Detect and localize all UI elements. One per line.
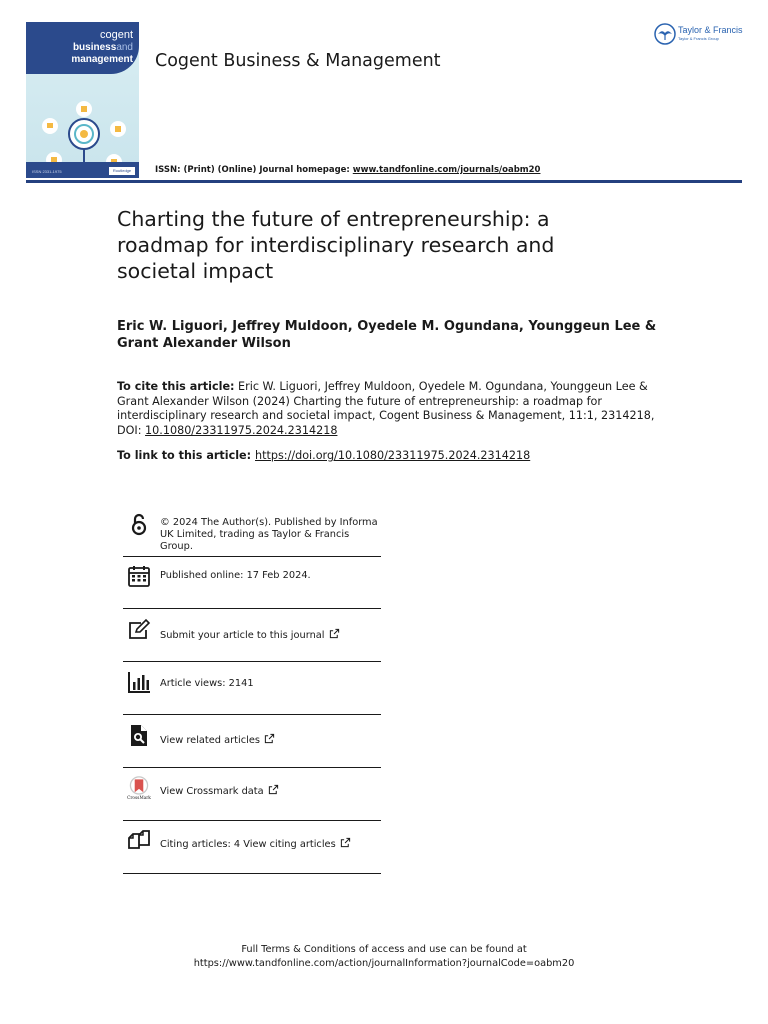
citing-articles-link[interactable]: Citing articles: 4 View citing articles: [160, 837, 351, 851]
taylor-francis-emblem-icon: [654, 23, 676, 45]
journal-title: Cogent Business & Management: [155, 51, 441, 71]
publisher-name: Taylor & Francis: [678, 25, 743, 35]
citing-icon: [127, 829, 151, 853]
cover-issn: ISSN 2331-1975: [32, 169, 62, 174]
terms-line: Full Terms & Conditions of access and use can be found at: [241, 944, 527, 955]
calendar-icon: [127, 564, 151, 588]
published-row: [123, 557, 381, 609]
article-info-list: [123, 500, 381, 874]
journal-cover-image: [26, 22, 139, 178]
link-label: To link to this article:: [117, 449, 255, 462]
terms-footer: [0, 943, 768, 971]
cover-title-line3: management: [71, 54, 133, 65]
terms-url[interactable]: https://www.tandfonline.com/action/journalInformation?journalCode=oabm20: [193, 958, 575, 969]
publisher-subname: Taylor & Francis Group: [678, 36, 719, 41]
header-rule: [26, 180, 742, 183]
cite-doi-link[interactable]: 10.1080/23311975.2024.2314218: [145, 423, 338, 437]
journal-homepage-link[interactable]: www.tandfonline.com/journals/oabm20: [352, 165, 541, 175]
external-link-icon: [329, 628, 340, 639]
crossmark-icon: [127, 776, 151, 800]
cover-publisher-mark: Routledge: [109, 167, 135, 175]
cite-text: Eric W. Liguori, Jeffrey Muldoon, Oyedele M. Ogundana, Younggeun Lee & Grant Alexander Wilson (2024) Charting the future of entrepreneurship: a roadmap for interdisciplinary research and societal impact, Cogent Business & Management, 11:1, 2314218, DOI:: [117, 380, 655, 437]
cover-title-line2: businessand: [72, 42, 133, 53]
crossmark-badge-label: CrossMark: [127, 796, 151, 800]
article-link-line: [117, 449, 530, 463]
issn-line: [155, 165, 540, 175]
article-views: Article views: 2141: [160, 678, 254, 689]
published-date: Published online: 17 Feb 2024.: [160, 570, 311, 581]
external-link-icon: [268, 784, 279, 795]
cover-illustration: [26, 74, 139, 164]
article-authors: Eric W. Liguori, Jeffrey Muldoon, Oyedele M. Ogundana, Younggeun Lee & Grant Alexander Wilson: [117, 319, 657, 351]
submit-row[interactable]: [123, 609, 381, 662]
issn-prefix: ISSN: (Print) (Online) Journal homepage:: [155, 165, 353, 175]
bar-chart-icon: [127, 670, 151, 694]
related-articles-link[interactable]: View related articles: [160, 733, 275, 747]
search-document-icon: [127, 723, 151, 747]
views-row: [123, 662, 381, 715]
license-row: [123, 500, 381, 557]
edit-icon: [127, 618, 151, 642]
crossmark-link[interactable]: View Crossmark data: [160, 784, 279, 798]
taylor-francis-logo[interactable]: [654, 22, 746, 48]
article-doi-link[interactable]: https://doi.org/10.1080/23311975.2024.2314218: [255, 449, 531, 462]
cite-label: To cite this article:: [117, 380, 235, 393]
open-access-icon: [127, 512, 151, 536]
submit-article-link[interactable]: Submit your article to this journal: [160, 628, 340, 642]
citing-row[interactable]: [123, 821, 381, 874]
cover-title-line1: cogent: [99, 29, 133, 41]
citation-block: [117, 380, 665, 438]
related-row[interactable]: [123, 715, 381, 768]
external-link-icon: [340, 837, 351, 848]
crossmark-row[interactable]: [123, 768, 381, 821]
license-text: © 2024 The Author(s). Published by Informa UK Limited, trading as Taylor & Francis Group.: [160, 517, 378, 552]
article-title: Charting the future of entrepreneurship: a roadmap for interdisciplinary research and societal impact: [117, 207, 555, 283]
external-link-icon: [264, 733, 275, 744]
